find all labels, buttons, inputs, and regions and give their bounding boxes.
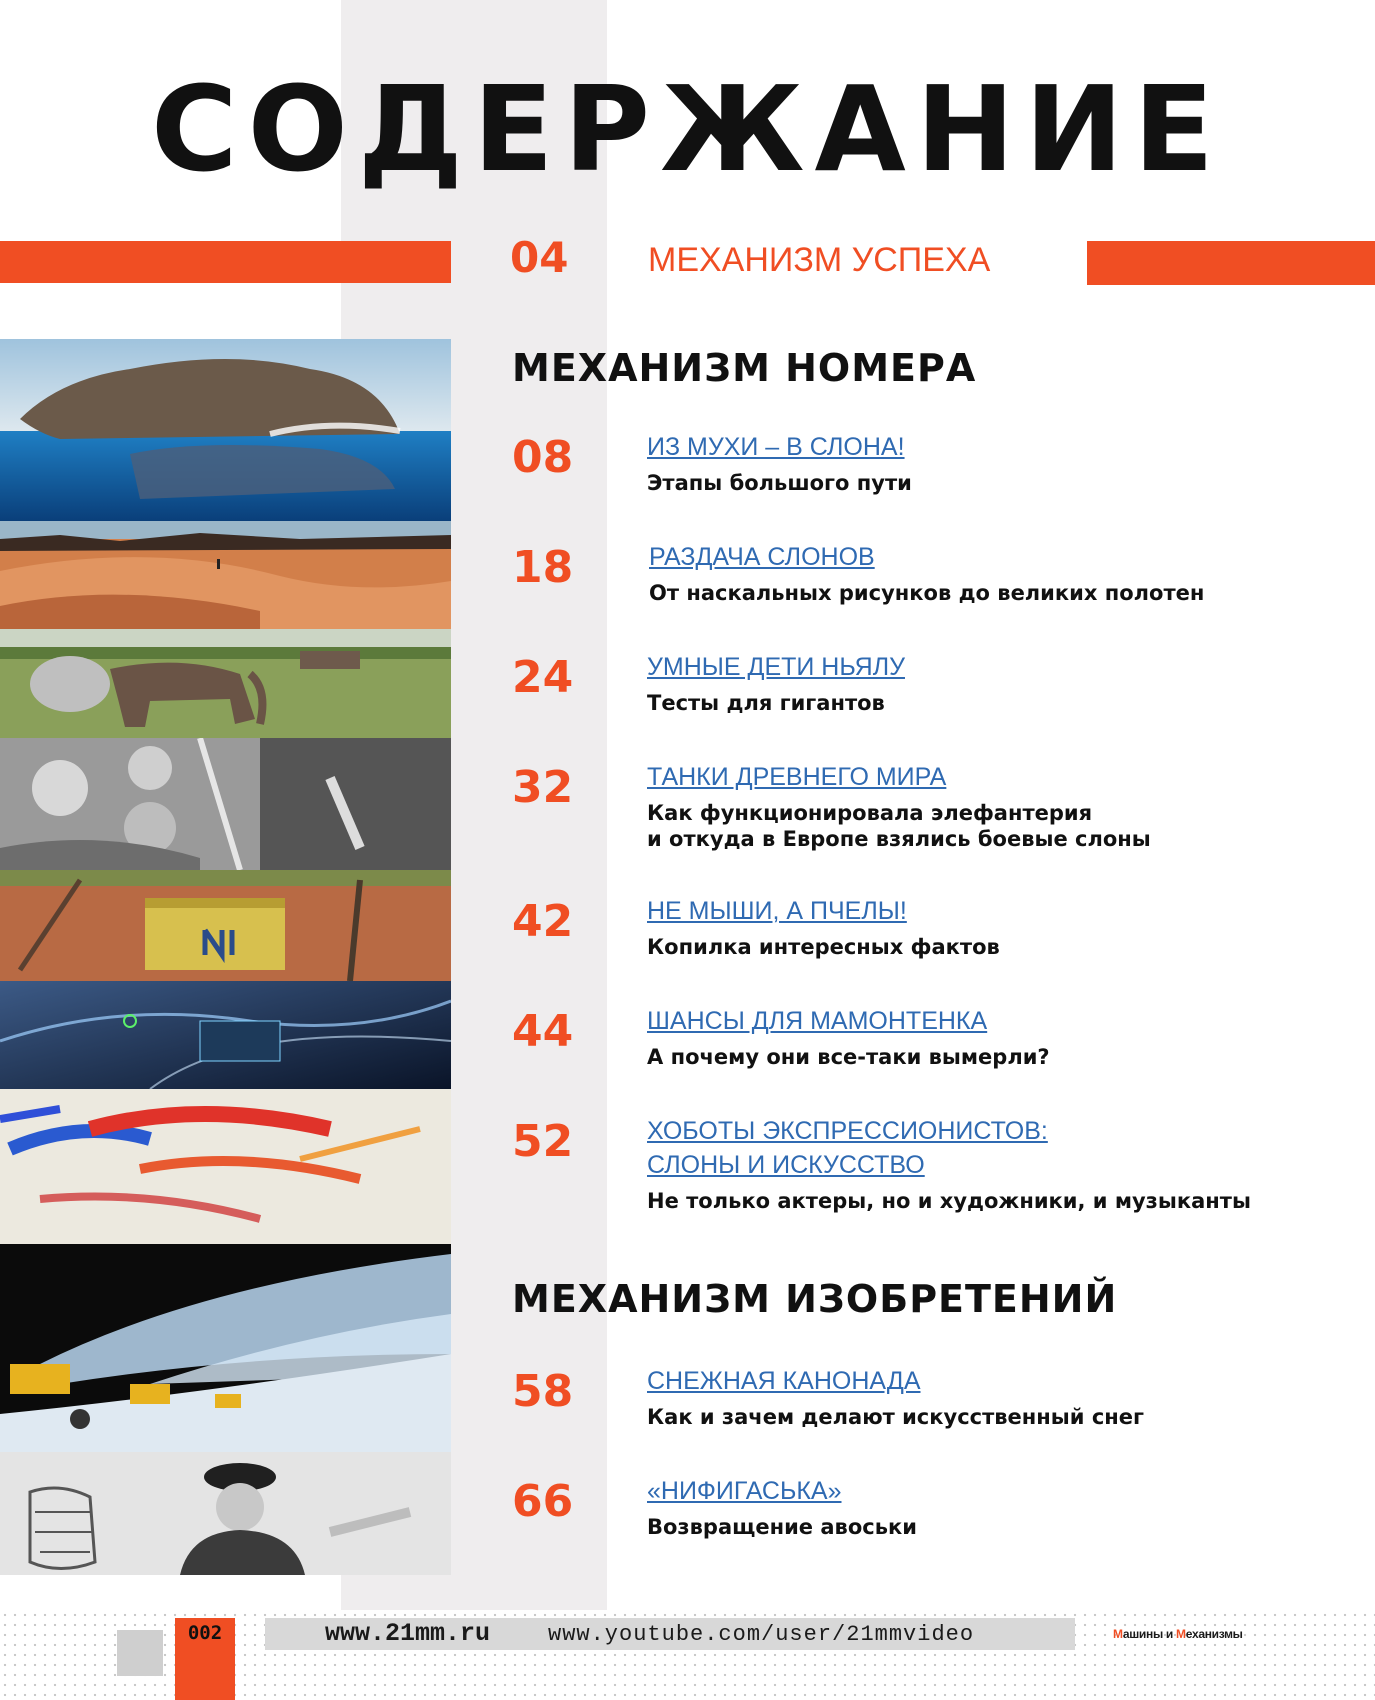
entry-title-link[interactable]: СНЕЖНАЯ КАНОНАДА bbox=[647, 1367, 921, 1395]
brand-text-2: еханизмы bbox=[1185, 1627, 1243, 1641]
thumb-snow-cannons bbox=[0, 1244, 451, 1452]
entry-page-number: 32 bbox=[512, 762, 574, 813]
page-title: СОДЕРЖАНИЕ bbox=[151, 60, 1224, 198]
entry-title-link[interactable]: СЛОНЫ И ИСКУССТВО bbox=[647, 1151, 925, 1179]
entry-page-number: 18 bbox=[512, 542, 574, 593]
brand-initial-m1: М bbox=[1113, 1627, 1123, 1641]
entry-title-link[interactable]: ШАНСЫ ДЛЯ МАМОНТЕНКА bbox=[647, 1007, 988, 1035]
thumb-desert-dunes bbox=[0, 521, 451, 629]
orange-bar-right bbox=[1087, 241, 1375, 285]
thumb-elephant-water bbox=[0, 339, 451, 521]
entry-title-link[interactable]: НЕ МЫШИ, А ПЧЕЛЫ! bbox=[647, 897, 907, 925]
entry-title-link[interactable]: ТАНКИ ДРЕВНЕГО МИРА bbox=[647, 763, 947, 791]
entry-subtitle: Копилка интересных фактов bbox=[647, 935, 1000, 959]
lead-page-number: 04 bbox=[510, 233, 569, 282]
entry-subtitle: и откуда в Европе взялись боевые слоны bbox=[647, 827, 1151, 851]
entry-subtitle: Не только актеры, но и художники, и музыканты bbox=[647, 1189, 1251, 1213]
entry-page-number: 52 bbox=[512, 1116, 574, 1167]
brand-text-1: ашины и bbox=[1122, 1627, 1177, 1641]
entry-page-number: 66 bbox=[512, 1476, 574, 1527]
entry-subtitle: От наскальных рисунков до великих полотен bbox=[649, 581, 1205, 605]
brand-initial-m2: М bbox=[1176, 1627, 1186, 1641]
thumb-elephants-savanna bbox=[0, 629, 451, 738]
entry-subtitle: Как и зачем делают искусственный снег bbox=[647, 1405, 1144, 1429]
entry-page-number: 42 bbox=[512, 896, 574, 947]
entry-title-link[interactable]: ИЗ МУХИ – В СЛОНА! bbox=[647, 433, 905, 461]
thumb-beehive-box bbox=[0, 870, 451, 981]
lead-article-link[interactable]: МЕХАНИЗМ УСПЕХА bbox=[648, 241, 991, 279]
entry-title-link[interactable]: ХОБОТЫ ЭКСПРЕССИОНИСТОВ: bbox=[647, 1117, 1048, 1145]
footer-brand-name bbox=[1113, 1626, 1243, 1642]
entry-subtitle: Возвращение авоськи bbox=[647, 1515, 917, 1539]
entry-subtitle: Этапы большого пути bbox=[647, 471, 912, 495]
entry-page-number: 58 bbox=[512, 1366, 574, 1417]
page-number: 002 bbox=[175, 1618, 235, 1648]
entry-title-link[interactable]: «НИФИГАСЬКА» bbox=[647, 1477, 842, 1505]
section-heading-inventions: МЕХАНИЗМ ИЗОБРЕТЕНИЙ bbox=[512, 1277, 1118, 1321]
youtube-url-link[interactable]: www.youtube.com/user/21mmvideo bbox=[548, 1622, 975, 1647]
entry-subtitle: А почему они все-таки вымерли? bbox=[647, 1045, 1050, 1069]
entry-title-link[interactable]: УМНЫЕ ДЕТИ НЬЯЛУ bbox=[647, 653, 905, 681]
footer-orange-block bbox=[175, 1648, 235, 1700]
entry-subtitle: Тесты для гигантов bbox=[647, 691, 885, 715]
entry-page-number: 44 bbox=[512, 1006, 574, 1057]
entry-page-number: 08 bbox=[512, 432, 574, 483]
thumb-ancient-battle bbox=[0, 738, 451, 870]
thumb-string-bag-man bbox=[0, 1452, 451, 1575]
site-url-link[interactable]: www.21mm.ru bbox=[325, 1619, 491, 1648]
orange-bar-left bbox=[0, 241, 451, 283]
thumb-elephant-painting bbox=[0, 1089, 451, 1244]
footer-grey-square bbox=[117, 1630, 163, 1676]
entry-subtitle: Как функционировала элефантерия bbox=[647, 801, 1093, 825]
thumb-hud-mammoth bbox=[0, 981, 451, 1089]
entry-page-number: 24 bbox=[512, 652, 574, 703]
section-heading-issue: МЕХАНИЗМ НОМЕРА bbox=[512, 346, 977, 390]
entry-title-link[interactable]: РАЗДАЧА СЛОНОВ bbox=[649, 543, 875, 571]
